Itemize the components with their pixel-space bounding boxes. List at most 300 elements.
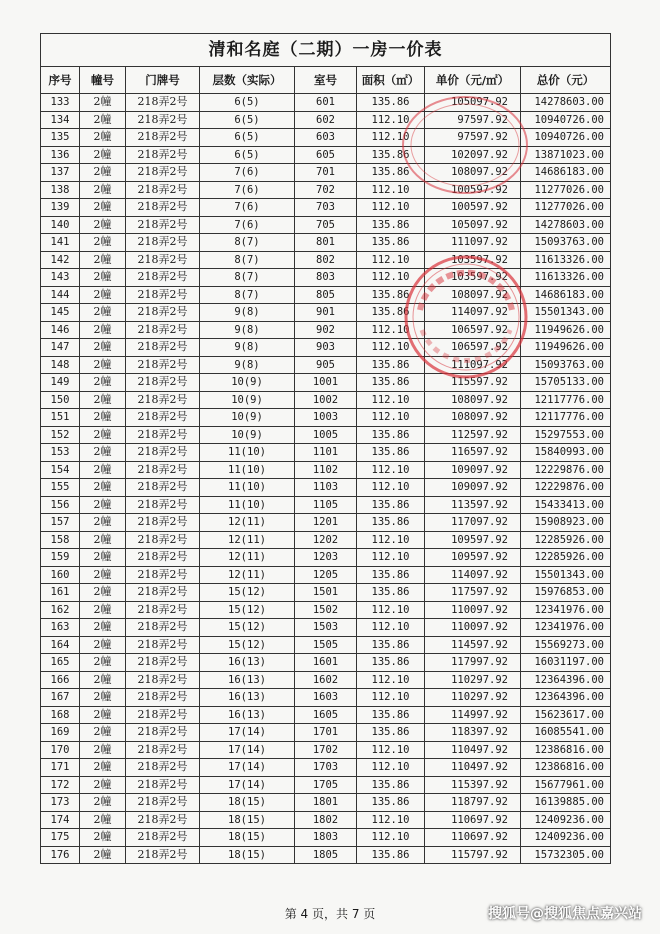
table-cell: 218弄2号 [126,444,200,462]
table-cell: 218弄2号 [126,724,200,742]
table-cell: 143 [41,269,80,287]
table-cell: 155 [41,479,80,497]
table-cell: 2幢 [80,251,126,269]
table-cell: 12364396.00 [521,671,611,689]
table-cell: 15908923.00 [521,514,611,532]
table-cell: 218弄2号 [126,216,200,234]
table-row [41,94,611,112]
table-cell: 1103 [295,479,357,497]
table-cell: 10(9) [200,391,295,409]
table-cell: 118397.92 [425,724,521,742]
table-row [41,531,611,549]
table-cell: 135.86 [357,146,425,164]
table-cell: 112.10 [357,811,425,829]
table-cell: 12(11) [200,566,295,584]
table-cell: 1102 [295,461,357,479]
table-cell: 114597.92 [425,636,521,654]
table-cell: 12117776.00 [521,391,611,409]
table-cell: 16139885.00 [521,794,611,812]
table-cell: 14686183.00 [521,286,611,304]
table-cell: 135.86 [357,706,425,724]
table-cell: 14278603.00 [521,94,611,112]
table-cell: 110697.92 [425,811,521,829]
table-cell: 218弄2号 [126,811,200,829]
table-cell: 18(15) [200,794,295,812]
table-cell: 112.10 [357,199,425,217]
table-cell: 135.86 [357,94,425,112]
table-cell: 15(12) [200,636,295,654]
table-cell: 218弄2号 [126,94,200,112]
table-header-row [41,67,611,94]
table-row [41,111,611,129]
table-row [41,286,611,304]
table-cell: 218弄2号 [126,776,200,794]
table-cell: 218弄2号 [126,251,200,269]
table-cell: 137 [41,164,80,182]
price-table [40,33,611,864]
table-cell: 110697.92 [425,829,521,847]
table-cell: 135.86 [357,496,425,514]
table-cell: 17(14) [200,724,295,742]
table-cell: 108097.92 [425,391,521,409]
table-cell: 7(6) [200,164,295,182]
table-cell: 135.86 [357,374,425,392]
table-row [41,601,611,619]
table-cell: 1802 [295,811,357,829]
table-cell: 146 [41,321,80,339]
table-cell: 11277026.00 [521,199,611,217]
table-cell: 118797.92 [425,794,521,812]
table-cell: 1101 [295,444,357,462]
table-cell: 14278603.00 [521,216,611,234]
table-row [41,164,611,182]
table-cell: 1703 [295,759,357,777]
table-cell: 141 [41,234,80,252]
table-cell: 16085541.00 [521,724,611,742]
table-cell: 2幢 [80,356,126,374]
table-cell: 2幢 [80,199,126,217]
table-cell: 2幢 [80,636,126,654]
table-cell: 160 [41,566,80,584]
table-cell: 135.86 [357,514,425,532]
table-cell: 8(7) [200,269,295,287]
table-cell: 114097.92 [425,566,521,584]
table-cell: 135.86 [357,216,425,234]
table-row [41,391,611,409]
table-cell: 903 [295,339,357,357]
table-cell: 109097.92 [425,479,521,497]
table-cell: 108097.92 [425,409,521,427]
table-cell: 805 [295,286,357,304]
table-cell: 603 [295,129,357,147]
table-cell: 156 [41,496,80,514]
table-cell: 110297.92 [425,689,521,707]
table-cell: 148 [41,356,80,374]
table-cell: 2幢 [80,111,126,129]
table-cell: 135.86 [357,304,425,322]
table-cell: 15(12) [200,584,295,602]
table-cell: 135.86 [357,286,425,304]
table-cell: 2幢 [80,689,126,707]
table-cell: 15093763.00 [521,356,611,374]
table-cell: 218弄2号 [126,461,200,479]
table-cell: 218弄2号 [126,514,200,532]
table-cell: 10940726.00 [521,111,611,129]
table-cell: 1702 [295,741,357,759]
table-cell: 218弄2号 [126,321,200,339]
table-row [41,549,611,567]
table-cell: 218弄2号 [126,129,200,147]
table-cell: 12285926.00 [521,549,611,567]
table-cell: 7(6) [200,181,295,199]
table-cell: 218弄2号 [126,741,200,759]
table-cell: 218弄2号 [126,391,200,409]
table-cell: 1605 [295,706,357,724]
table-cell: 218弄2号 [126,566,200,584]
table-cell: 9(8) [200,304,295,322]
table-cell: 12285926.00 [521,531,611,549]
table-cell: 10(9) [200,374,295,392]
table-cell: 1805 [295,846,357,864]
table-cell: 112.10 [357,461,425,479]
table-cell: 15732305.00 [521,846,611,864]
table-cell: 135 [41,129,80,147]
table-cell: 112.10 [357,129,425,147]
table-cell: 2幢 [80,234,126,252]
table-cell: 2幢 [80,654,126,672]
table-cell: 152 [41,426,80,444]
table-cell: 218弄2号 [126,636,200,654]
table-cell: 12386816.00 [521,741,611,759]
table-cell: 2幢 [80,181,126,199]
table-cell: 175 [41,829,80,847]
table-row [41,479,611,497]
table-cell: 15093763.00 [521,234,611,252]
table-cell: 8(7) [200,234,295,252]
table-cell: 16(13) [200,671,295,689]
column-header: 层数（实际） [200,67,295,94]
table-cell: 10(9) [200,409,295,427]
column-header: 总价（元） [521,67,611,94]
table-cell: 117597.92 [425,584,521,602]
table-cell: 15623617.00 [521,706,611,724]
table-cell: 218弄2号 [126,706,200,724]
table-cell: 2幢 [80,741,126,759]
table-cell: 12(11) [200,549,295,567]
table-title: 清和名庭（二期）一房一价表 [41,34,611,67]
table-cell: 171 [41,759,80,777]
table-cell: 138 [41,181,80,199]
table-cell: 135.86 [357,846,425,864]
table-cell: 170 [41,741,80,759]
table-cell: 803 [295,269,357,287]
table-row [41,514,611,532]
column-header: 面积（㎡） [357,67,425,94]
table-cell: 110097.92 [425,619,521,637]
table-cell: 2幢 [80,461,126,479]
table-cell: 174 [41,811,80,829]
table-cell: 218弄2号 [126,846,200,864]
table-cell: 1503 [295,619,357,637]
column-header: 门牌号 [126,67,200,94]
table-cell: 153 [41,444,80,462]
table-cell: 8(7) [200,286,295,304]
table-cell: 117997.92 [425,654,521,672]
table-cell: 1801 [295,794,357,812]
table-cell: 135.86 [357,636,425,654]
column-header: 室号 [295,67,357,94]
table-cell: 218弄2号 [126,339,200,357]
table-cell: 105097.92 [425,94,521,112]
table-cell: 166 [41,671,80,689]
table-cell: 116597.92 [425,444,521,462]
table-cell: 702 [295,181,357,199]
table-row [41,199,611,217]
column-header: 单价（元/㎡） [425,67,521,94]
table-cell: 2幢 [80,374,126,392]
table-cell: 136 [41,146,80,164]
table-row [41,759,611,777]
table-cell: 6(5) [200,146,295,164]
table-cell: 15433413.00 [521,496,611,514]
table-cell: 12(11) [200,531,295,549]
table-cell: 7(6) [200,216,295,234]
table-cell: 135.86 [357,164,425,182]
table-cell: 110097.92 [425,601,521,619]
table-cell: 12117776.00 [521,409,611,427]
table-cell: 218弄2号 [126,619,200,637]
table-cell: 135.86 [357,234,425,252]
table-cell: 218弄2号 [126,356,200,374]
table-cell: 2幢 [80,829,126,847]
table-cell: 15(12) [200,601,295,619]
table-cell: 163 [41,619,80,637]
table-cell: 1501 [295,584,357,602]
table-cell: 112.10 [357,689,425,707]
table-cell: 161 [41,584,80,602]
table-cell: 218弄2号 [126,601,200,619]
table-cell: 157 [41,514,80,532]
table-cell: 149 [41,374,80,392]
table-row [41,654,611,672]
table-cell: 13871023.00 [521,146,611,164]
table-cell: 218弄2号 [126,794,200,812]
table-cell: 145 [41,304,80,322]
table-cell: 2幢 [80,706,126,724]
table-row [41,829,611,847]
table-cell: 16(13) [200,706,295,724]
table-cell: 115597.92 [425,374,521,392]
table-cell: 902 [295,321,357,339]
table-cell: 218弄2号 [126,759,200,777]
table-row [41,496,611,514]
table-cell: 139 [41,199,80,217]
table-row [41,426,611,444]
table-cell: 6(5) [200,129,295,147]
table-cell: 108097.92 [425,164,521,182]
table-cell: 97597.92 [425,129,521,147]
table-cell: 176 [41,846,80,864]
table-cell: 110497.92 [425,741,521,759]
table-row [41,636,611,654]
table-cell: 1502 [295,601,357,619]
table-cell: 147 [41,339,80,357]
table-cell: 2幢 [80,444,126,462]
table-cell: 218弄2号 [126,409,200,427]
table-row [41,216,611,234]
table-cell: 2幢 [80,409,126,427]
table-cell: 135.86 [357,654,425,672]
table-cell: 159 [41,549,80,567]
table-cell: 2幢 [80,94,126,112]
table-cell: 218弄2号 [126,199,200,217]
table-cell: 9(8) [200,321,295,339]
table-cell: 15501343.00 [521,566,611,584]
table-row [41,356,611,374]
table-cell: 106597.92 [425,339,521,357]
table-cell: 218弄2号 [126,654,200,672]
table-row [41,689,611,707]
table-cell: 114097.92 [425,304,521,322]
table-cell: 173 [41,794,80,812]
table-cell: 218弄2号 [126,304,200,322]
table-cell: 165 [41,654,80,672]
table-cell: 8(7) [200,251,295,269]
table-cell: 11949626.00 [521,339,611,357]
table-cell: 1705 [295,776,357,794]
table-cell: 2幢 [80,566,126,584]
table-cell: 112.10 [357,181,425,199]
table-cell: 12341976.00 [521,601,611,619]
table-row [41,181,611,199]
table-cell: 112.10 [357,531,425,549]
table-cell: 12409236.00 [521,829,611,847]
table-cell: 6(5) [200,111,295,129]
table-row [41,444,611,462]
table-cell: 162 [41,601,80,619]
table-cell: 167 [41,689,80,707]
table-cell: 2幢 [80,496,126,514]
table-cell: 17(14) [200,759,295,777]
table-cell: 218弄2号 [126,269,200,287]
table-cell: 10940726.00 [521,129,611,147]
table-cell: 2幢 [80,671,126,689]
table-cell: 601 [295,94,357,112]
table-cell: 168 [41,706,80,724]
table-cell: 15297553.00 [521,426,611,444]
table-cell: 150 [41,391,80,409]
table-cell: 112.10 [357,111,425,129]
table-cell: 2幢 [80,129,126,147]
table-cell: 2幢 [80,269,126,287]
table-cell: 112.10 [357,339,425,357]
table-cell: 9(8) [200,356,295,374]
table-cell: 1001 [295,374,357,392]
table-cell: 218弄2号 [126,531,200,549]
table-cell: 2幢 [80,776,126,794]
table-row [41,619,611,637]
table-cell: 2幢 [80,811,126,829]
table-cell: 112.10 [357,601,425,619]
table-cell: 135.86 [357,724,425,742]
table-row [41,374,611,392]
table-cell: 103597.92 [425,269,521,287]
table-cell: 135.86 [357,584,425,602]
table-row [41,566,611,584]
table-cell: 15(12) [200,619,295,637]
table-cell: 108097.92 [425,286,521,304]
table-cell: 111097.92 [425,356,521,374]
table-cell: 12386816.00 [521,759,611,777]
table-cell: 112.10 [357,251,425,269]
table-cell: 115397.92 [425,776,521,794]
table-cell: 142 [41,251,80,269]
table-cell: 114997.92 [425,706,521,724]
table-cell: 15976853.00 [521,584,611,602]
table-cell: 218弄2号 [126,584,200,602]
table-row [41,146,611,164]
table-row [41,724,611,742]
table-cell: 2幢 [80,601,126,619]
table-cell: 144 [41,286,80,304]
table-row [41,321,611,339]
table-cell: 12229876.00 [521,461,611,479]
table-cell: 218弄2号 [126,111,200,129]
table-cell: 2幢 [80,286,126,304]
table-cell: 109597.92 [425,531,521,549]
table-cell: 112.10 [357,549,425,567]
table-cell: 1202 [295,531,357,549]
table-cell: 602 [295,111,357,129]
table-cell: 103597.92 [425,251,521,269]
table-cell: 117097.92 [425,514,521,532]
table-cell: 151 [41,409,80,427]
table-cell: 218弄2号 [126,234,200,252]
table-cell: 11613326.00 [521,251,611,269]
column-header: 序号 [41,67,80,94]
table-row [41,129,611,147]
table-cell: 14686183.00 [521,164,611,182]
table-cell: 112.10 [357,409,425,427]
table-cell: 2幢 [80,426,126,444]
table-row [41,584,611,602]
table-cell: 135.86 [357,356,425,374]
table-cell: 15677961.00 [521,776,611,794]
table-cell: 218弄2号 [126,426,200,444]
table-cell: 2幢 [80,391,126,409]
table-cell: 112.10 [357,829,425,847]
table-cell: 115797.92 [425,846,521,864]
table-cell: 1105 [295,496,357,514]
table-cell: 11949626.00 [521,321,611,339]
table-cell: 218弄2号 [126,496,200,514]
table-cell: 135.86 [357,566,425,584]
table-cell: 113597.92 [425,496,521,514]
table-cell: 11(10) [200,479,295,497]
table-cell: 111097.92 [425,234,521,252]
table-cell: 218弄2号 [126,374,200,392]
table-cell: 11613326.00 [521,269,611,287]
table-cell: 1601 [295,654,357,672]
table-cell: 2幢 [80,846,126,864]
table-cell: 112.10 [357,321,425,339]
table-cell: 801 [295,234,357,252]
table-cell: 106597.92 [425,321,521,339]
table-cell: 105097.92 [425,216,521,234]
table-cell: 9(8) [200,339,295,357]
table-cell: 2幢 [80,304,126,322]
table-cell: 135.86 [357,426,425,444]
